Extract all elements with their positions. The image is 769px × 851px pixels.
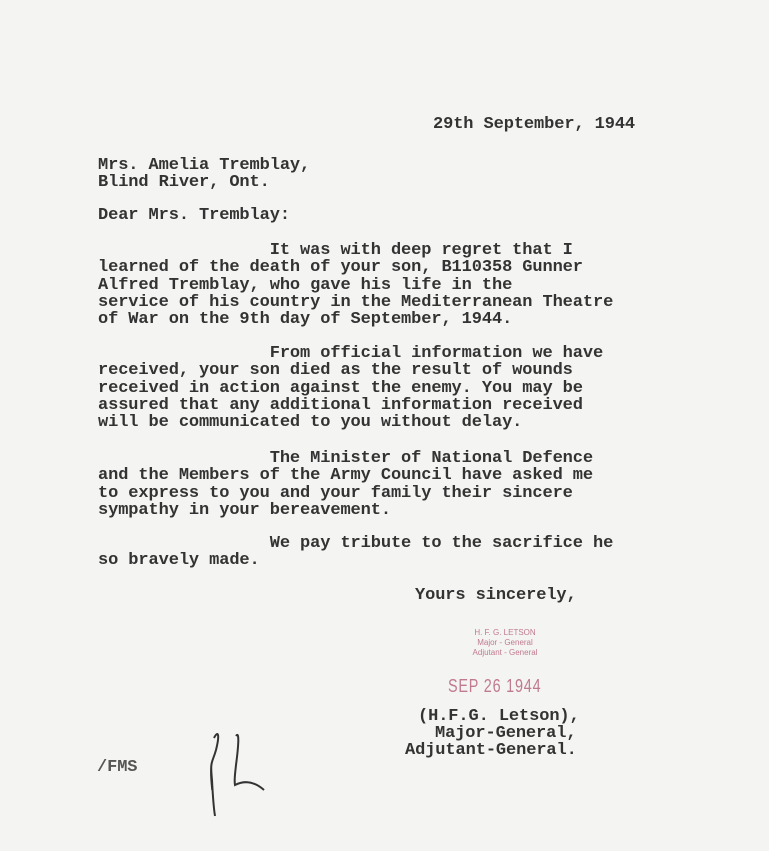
paragraph-2 xyxy=(98,345,603,431)
paragraph-line: service of his country in the Mediterranean Theatre xyxy=(98,292,614,312)
stamp-rank: Major - General xyxy=(477,638,533,647)
typist-initials: /FMS xyxy=(97,758,138,777)
paragraph-line: received, your son died as the result of wounds xyxy=(98,361,573,381)
paragraph-line: learned of the death of your son, B110358 Gunner xyxy=(98,258,583,278)
recipient-address: Blind River, Ont. xyxy=(98,173,270,192)
paragraph-line: to express to you and your family their sincere xyxy=(98,483,573,503)
signatory-title: Adjutant-General. xyxy=(405,741,577,760)
date-stamp: SEP 26 1944 xyxy=(448,676,542,696)
signatory-name: (H.F.G. Letson), xyxy=(418,707,580,726)
paragraph-3 xyxy=(98,450,593,519)
paragraph-1 xyxy=(98,242,613,328)
paragraph-line: Alfred Tremblay, who gave his life in the xyxy=(98,275,513,295)
recipient-name: Mrs. Amelia Tremblay, xyxy=(98,156,311,175)
paragraph-line: It was with deep regret that I xyxy=(98,241,573,260)
paragraph-line: so bravely made. xyxy=(98,551,260,571)
paragraph-line: assured that any additional information received xyxy=(98,395,583,415)
paragraph-line: will be communicated to you without delay. xyxy=(98,413,523,433)
letter-date: 29th September, 1944 xyxy=(433,115,636,134)
paragraph-line: and the Members of the Army Council have asked me xyxy=(98,466,593,486)
signatory-rank: Major-General, xyxy=(435,724,577,743)
stamp-name: H. F. G. LETSON xyxy=(474,628,536,637)
paragraph-line: of War on the 9th day of September, 1944. xyxy=(98,310,513,330)
paragraph-line: From official information we have xyxy=(98,344,604,363)
stamp-title: Adjutant - General xyxy=(472,648,538,657)
paragraph-line: The Minister of National Defence xyxy=(98,449,593,468)
handwritten-initials xyxy=(200,720,280,820)
name-stamp xyxy=(455,628,555,658)
paragraph-4 xyxy=(98,535,613,570)
paragraph-line: We pay tribute to the sacrifice he xyxy=(98,534,614,553)
closing: Yours sincerely, xyxy=(415,586,577,605)
paragraph-line: received in action against the enemy. You may be xyxy=(98,378,583,398)
paragraph-line: sympathy in your bereavement. xyxy=(98,500,391,520)
salutation: Dear Mrs. Tremblay: xyxy=(98,206,290,225)
